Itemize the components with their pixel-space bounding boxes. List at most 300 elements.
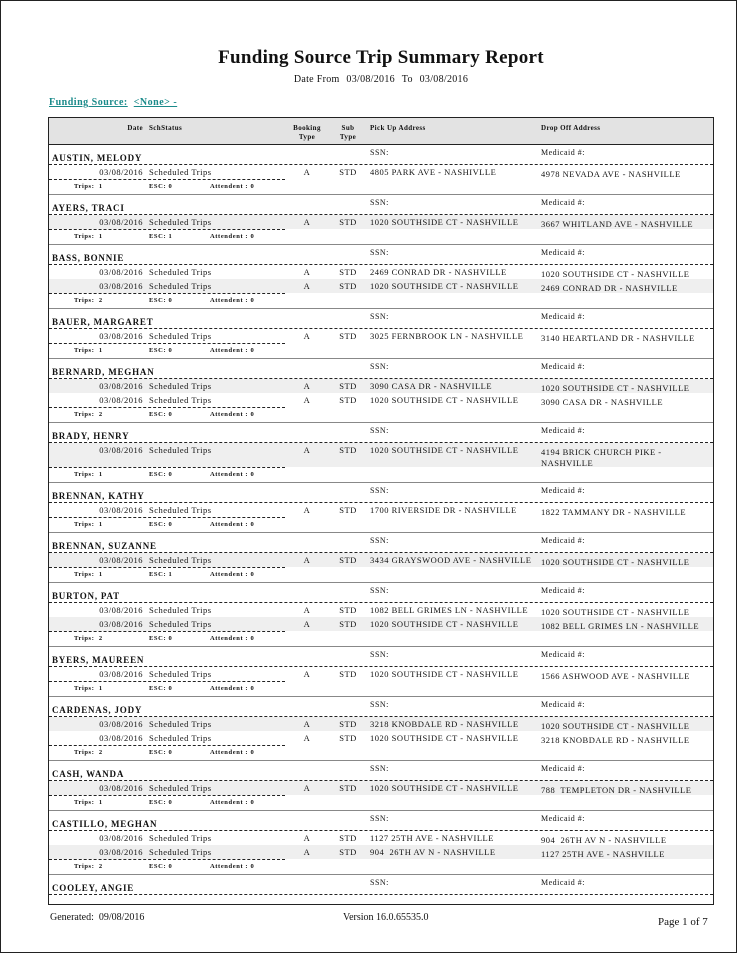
ssn-label: SSN: — [370, 248, 389, 257]
trip-row — [49, 503, 713, 517]
column-pickup-address: Pick Up Address — [370, 124, 426, 132]
trip-date: 03/08/2016 — [99, 833, 143, 843]
client-group — [49, 245, 713, 309]
client-name: CASH, WANDA — [52, 769, 125, 779]
ssn-label: SSN: — [370, 148, 389, 157]
trip-row — [49, 667, 713, 681]
trips-count: 1 — [98, 471, 103, 478]
trip-sub-type: STD — [339, 719, 357, 729]
trips-count: 1 — [98, 347, 103, 354]
trips-label: Trips: — [74, 863, 95, 870]
trip-booking-type: A — [303, 669, 311, 679]
group-summary — [49, 230, 713, 242]
trip-status: Scheduled Trips — [149, 381, 212, 391]
trips-label: Trips: — [74, 411, 95, 418]
trip-sub-type: STD — [339, 217, 357, 227]
group-summary — [49, 860, 713, 872]
trip-row — [49, 329, 713, 343]
funding-source-link[interactable] — [49, 97, 183, 108]
ssn-label: SSN: — [370, 878, 389, 887]
trip-date: 03/08/2016 — [99, 847, 143, 857]
medicaid-label: Medicaid #: — [541, 536, 585, 545]
client-name-row — [49, 487, 713, 503]
date-to: 03/08/2016 — [419, 74, 469, 85]
trip-dropoff-address: 1566 ASHWOOD AVE - NASHVILLE — [541, 671, 690, 681]
funding-source-value: <None> - — [133, 97, 178, 108]
trip-dropoff-address: 1082 BELL GRIMES LN - NASHVILLE — [541, 621, 700, 631]
trip-row — [49, 443, 713, 467]
client-name-row — [49, 199, 713, 215]
client-name: BAUER, MARGARET — [52, 317, 154, 327]
attendant-label: Attendent : — [210, 411, 249, 418]
esc-count: 0 — [168, 635, 173, 642]
attendant-summary — [210, 634, 254, 643]
trip-sub-type: STD — [339, 605, 357, 615]
attendant-summary — [210, 182, 254, 191]
trips-summary — [74, 232, 103, 241]
trip-pickup-address: 1020 SOUTHSIDE CT - NASHVILLE — [370, 733, 519, 743]
esc-summary — [149, 232, 172, 241]
esc-label: ESC: — [149, 411, 167, 418]
trip-dropoff-address: 4194 BRICK CHURCH PIKE - NASHVILLE — [541, 447, 665, 468]
attendant-count: 0 — [250, 411, 255, 418]
ssn-label: SSN: — [370, 362, 389, 371]
trip-sub-type: STD — [339, 381, 357, 391]
client-name-row — [49, 587, 713, 603]
trip-booking-type: A — [303, 395, 311, 405]
esc-label: ESC: — [149, 863, 167, 870]
esc-summary — [149, 748, 172, 757]
esc-label: ESC: — [149, 799, 167, 806]
column-sub-type: Sub Type — [339, 124, 357, 141]
client-name: CASTILLO, MEGHAN — [52, 819, 158, 829]
trip-sub-type: STD — [339, 445, 357, 455]
medicaid-label: Medicaid #: — [541, 764, 585, 773]
trips-summary — [74, 346, 103, 355]
group-summary — [49, 408, 713, 420]
column-dropoff-address: Drop Off Address — [541, 124, 601, 132]
trips-summary — [74, 296, 103, 305]
esc-count: 1 — [168, 233, 173, 240]
attendant-count: 0 — [250, 685, 255, 692]
esc-label: ESC: — [149, 571, 167, 578]
group-summary — [49, 632, 713, 644]
trips-label: Trips: — [74, 635, 95, 642]
medicaid-label: Medicaid #: — [541, 650, 585, 659]
trip-dropoff-address: 1020 SOUTHSIDE CT - NASHVILLE — [541, 383, 690, 393]
trip-sub-type: STD — [339, 505, 357, 515]
trip-date: 03/08/2016 — [99, 605, 143, 615]
trip-status: Scheduled Trips — [149, 719, 212, 729]
trips-summary — [74, 520, 103, 529]
trips-count: 1 — [98, 183, 103, 190]
trip-pickup-address: 1020 SOUTHSIDE CT - NASHVILLE — [370, 669, 519, 679]
page-number: Page 1 of 7 — [658, 916, 708, 928]
attendant-count: 0 — [250, 183, 255, 190]
trip-booking-type: A — [303, 833, 311, 843]
trips-summary — [74, 684, 103, 693]
trip-status: Scheduled Trips — [149, 445, 212, 455]
attendant-label: Attendent : — [210, 347, 249, 354]
client-name: AYERS, TRACI — [52, 203, 125, 213]
attendant-summary — [210, 862, 254, 871]
attendant-summary — [210, 798, 254, 807]
date-from: 03/08/2016 — [346, 74, 395, 85]
trip-row — [49, 603, 713, 617]
client-name: AUSTIN, MELODY — [52, 153, 143, 163]
date-range — [1, 74, 737, 85]
trip-date: 03/08/2016 — [99, 555, 143, 565]
client-name: BRADY, HENRY — [52, 431, 130, 441]
trip-row — [49, 845, 713, 859]
trip-status: Scheduled Trips — [149, 733, 212, 743]
client-name-row — [49, 427, 713, 443]
trip-dropoff-address: 1020 SOUTHSIDE CT - NASHVILLE — [541, 607, 690, 617]
group-summary — [49, 468, 713, 480]
trip-dropoff-address: 1127 25TH AVE - NASHVILLE — [541, 849, 665, 859]
esc-summary — [149, 410, 172, 419]
ssn-label: SSN: — [370, 650, 389, 659]
trip-pickup-address: 1020 SOUTHSIDE CT - NASHVILLE — [370, 619, 519, 629]
esc-summary — [149, 570, 172, 579]
trips-label: Trips: — [74, 297, 95, 304]
client-group — [49, 697, 713, 761]
attendant-summary — [210, 410, 254, 419]
trip-pickup-address: 1020 SOUTHSIDE CT - NASHVILLE — [370, 281, 519, 291]
attendant-count: 0 — [250, 521, 255, 528]
trips-label: Trips: — [74, 799, 95, 806]
trip-sub-type: STD — [339, 833, 357, 843]
trips-label: Trips: — [74, 183, 95, 190]
trips-count: 2 — [98, 863, 103, 870]
medicaid-label: Medicaid #: — [541, 362, 585, 371]
trip-status: Scheduled Trips — [149, 783, 212, 793]
group-summary — [49, 344, 713, 356]
client-group — [49, 359, 713, 423]
trips-label: Trips: — [74, 571, 95, 578]
esc-label: ESC: — [149, 521, 167, 528]
version: Version 16.0.65535.0 — [343, 912, 429, 923]
date-to-label: To — [401, 74, 413, 85]
generated-date: 09/08/2016 — [98, 912, 145, 923]
trips-count: 1 — [98, 571, 103, 578]
trip-dropoff-address: 4978 NEVADA AVE - NASHVILLE — [541, 169, 681, 179]
client-groups — [49, 145, 713, 897]
medicaid-label: Medicaid #: — [541, 248, 585, 257]
attendant-count: 0 — [250, 471, 255, 478]
attendant-label: Attendent : — [210, 863, 249, 870]
attendant-label: Attendent : — [210, 635, 249, 642]
trip-status: Scheduled Trips — [149, 669, 212, 679]
client-name-row — [49, 149, 713, 165]
report-title: Funding Source Trip Summary Report — [218, 47, 544, 68]
client-name-row — [49, 249, 713, 265]
client-group — [49, 195, 713, 245]
esc-label: ESC: — [149, 297, 167, 304]
trip-status: Scheduled Trips — [149, 331, 212, 341]
attendant-label: Attendent : — [210, 183, 249, 190]
esc-count: 0 — [168, 471, 173, 478]
esc-count: 0 — [168, 183, 173, 190]
trip-date: 03/08/2016 — [99, 505, 143, 515]
client-group — [49, 423, 713, 483]
esc-label: ESC: — [149, 471, 167, 478]
trips-count: 1 — [98, 233, 103, 240]
trips-count: 1 — [98, 799, 103, 806]
client-name: BRENNAN, KATHY — [52, 491, 145, 501]
client-name-row — [49, 363, 713, 379]
trip-sub-type: STD — [339, 619, 357, 629]
attendant-label: Attendent : — [210, 799, 249, 806]
trip-dropoff-address: 904 26TH AV N - NASHVILLE — [541, 835, 667, 845]
trip-row — [49, 279, 713, 293]
ssn-label: SSN: — [370, 764, 389, 773]
attendant-summary — [210, 684, 254, 693]
trip-dropoff-address: 1822 TAMMANY DR - NASHVILLE — [541, 507, 687, 517]
esc-count: 0 — [168, 863, 173, 870]
esc-summary — [149, 684, 172, 693]
trips-label: Trips: — [74, 233, 95, 240]
trips-count: 1 — [98, 685, 103, 692]
client-group — [49, 811, 713, 875]
trip-date: 03/08/2016 — [99, 217, 143, 227]
client-name-row — [49, 765, 713, 781]
trip-dropoff-address: 3090 CASA DR - NASHVILLE — [541, 397, 664, 407]
esc-summary — [149, 862, 172, 871]
trip-booking-type: A — [303, 281, 311, 291]
trip-booking-type: A — [303, 619, 311, 629]
trip-booking-type: A — [303, 217, 311, 227]
esc-summary — [149, 520, 172, 529]
trip-sub-type: STD — [339, 669, 357, 679]
column-schstatus: SchStatus — [149, 124, 183, 132]
trip-status: Scheduled Trips — [149, 605, 212, 615]
client-group — [49, 309, 713, 359]
trip-dropoff-address: 3218 KNOBDALE RD - NASHVILLE — [541, 735, 690, 745]
trips-summary — [74, 470, 103, 479]
medicaid-label: Medicaid #: — [541, 312, 585, 321]
trip-date: 03/08/2016 — [99, 395, 143, 405]
trip-booking-type: A — [303, 719, 311, 729]
client-name: BURTON, PAT — [52, 591, 120, 601]
esc-count: 0 — [168, 297, 173, 304]
trips-summary — [74, 570, 103, 579]
trip-sub-type: STD — [339, 783, 357, 793]
medicaid-label: Medicaid #: — [541, 486, 585, 495]
trip-booking-type: A — [303, 505, 311, 515]
client-group — [49, 647, 713, 697]
trip-status: Scheduled Trips — [149, 555, 212, 565]
attendant-count: 0 — [250, 863, 255, 870]
esc-summary — [149, 296, 172, 305]
trip-row — [49, 781, 713, 795]
attendant-count: 0 — [250, 799, 255, 806]
trip-sub-type: STD — [339, 281, 357, 291]
attendant-label: Attendent : — [210, 233, 249, 240]
ssn-label: SSN: — [370, 486, 389, 495]
trip-pickup-address: 2469 CONRAD DR - NASHVILLE — [370, 267, 507, 277]
generated-label: Generated: — [50, 912, 94, 923]
attendant-label: Attendent : — [210, 749, 249, 756]
trip-pickup-address: 1082 BELL GRIMES LN - NASHVILLE — [370, 605, 529, 615]
client-name-row — [49, 537, 713, 553]
client-group — [49, 583, 713, 647]
trip-dropoff-address: 1020 SOUTHSIDE CT - NASHVILLE — [541, 721, 690, 731]
trip-booking-type: A — [303, 267, 311, 277]
trips-label: Trips: — [74, 685, 95, 692]
trip-dropoff-address: 1020 SOUTHSIDE CT - NASHVILLE — [541, 557, 690, 567]
trip-pickup-address: 1127 25TH AVE - NASHVILLE — [370, 833, 494, 843]
esc-count: 0 — [168, 347, 173, 354]
group-summary — [49, 518, 713, 530]
esc-label: ESC: — [149, 685, 167, 692]
attendant-label: Attendent : — [210, 471, 249, 478]
trip-pickup-address: 1020 SOUTHSIDE CT - NASHVILLE — [370, 395, 519, 405]
trip-pickup-address: 1020 SOUTHSIDE CT - NASHVILLE — [370, 445, 519, 455]
trip-date: 03/08/2016 — [99, 267, 143, 277]
trip-pickup-address: 1700 RIVERSIDE DR - NASHVILLE — [370, 505, 517, 515]
trips-count: 2 — [98, 297, 103, 304]
trip-booking-type: A — [303, 783, 311, 793]
funding-source-label: Funding Source: — [49, 97, 128, 108]
trip-date: 03/08/2016 — [99, 783, 143, 793]
attendant-summary — [210, 570, 254, 579]
trip-row — [49, 215, 713, 229]
esc-label: ESC: — [149, 635, 167, 642]
esc-label: ESC: — [149, 183, 167, 190]
client-group — [49, 875, 713, 897]
trip-row — [49, 731, 713, 745]
esc-summary — [149, 634, 172, 643]
trip-booking-type: A — [303, 445, 311, 455]
trip-row — [49, 617, 713, 631]
trip-status: Scheduled Trips — [149, 619, 212, 629]
trip-date: 03/08/2016 — [99, 281, 143, 291]
attendant-label: Attendent : — [210, 571, 249, 578]
trip-pickup-address: 3218 KNOBDALE RD - NASHVILLE — [370, 719, 519, 729]
client-name: BRENNAN, SUZANNE — [52, 541, 157, 551]
ssn-label: SSN: — [370, 700, 389, 709]
trips-summary — [74, 634, 103, 643]
trip-date: 03/08/2016 — [99, 381, 143, 391]
trip-sub-type: STD — [339, 167, 357, 177]
client-name-row — [49, 651, 713, 667]
client-name-row — [49, 313, 713, 329]
trip-status: Scheduled Trips — [149, 167, 212, 177]
attendant-summary — [210, 296, 254, 305]
client-name: BYERS, MAUREEN — [52, 655, 145, 665]
trips-count: 2 — [98, 749, 103, 756]
attendant-count: 0 — [250, 571, 255, 578]
group-summary — [49, 180, 713, 192]
esc-count: 0 — [168, 749, 173, 756]
trip-sub-type: STD — [339, 331, 357, 341]
ssn-label: SSN: — [370, 586, 389, 595]
medicaid-label: Medicaid #: — [541, 814, 585, 823]
ssn-label: SSN: — [370, 426, 389, 435]
attendant-count: 0 — [250, 297, 255, 304]
client-name: BASS, BONNIE — [52, 253, 125, 263]
client-name-row — [49, 701, 713, 717]
group-summary — [49, 796, 713, 808]
ssn-label: SSN: — [370, 312, 389, 321]
esc-label: ESC: — [149, 749, 167, 756]
trip-pickup-address: 3090 CASA DR - NASHVILLE — [370, 381, 493, 391]
medicaid-label: Medicaid #: — [541, 426, 585, 435]
trips-count: 2 — [98, 411, 103, 418]
trip-pickup-address: 3434 GRAYSWOOD AVE - NASHVILLE — [370, 555, 532, 565]
attendant-count: 0 — [250, 635, 255, 642]
trip-pickup-address: 1020 SOUTHSIDE CT - NASHVILLE — [370, 217, 519, 227]
attendant-label: Attendent : — [210, 521, 249, 528]
trips-summary — [74, 748, 103, 757]
trips-summary — [74, 798, 103, 807]
trip-sub-type: STD — [339, 395, 357, 405]
trip-dropoff-address: 3667 WHITLAND AVE - NASHVILLE — [541, 219, 694, 229]
trip-sub-type: STD — [339, 555, 357, 565]
attendant-summary — [210, 232, 254, 241]
trip-status: Scheduled Trips — [149, 217, 212, 227]
attendant-count: 0 — [250, 347, 255, 354]
esc-summary — [149, 182, 172, 191]
group-summary — [49, 746, 713, 758]
trip-row — [49, 831, 713, 845]
trip-booking-type: A — [303, 733, 311, 743]
trip-pickup-address: 4805 PARK AVE - NASHIVLLE — [370, 167, 497, 177]
trip-booking-type: A — [303, 381, 311, 391]
esc-count: 0 — [168, 521, 173, 528]
group-summary — [49, 682, 713, 694]
trip-date: 03/08/2016 — [99, 619, 143, 629]
esc-count: 0 — [168, 799, 173, 806]
trip-date: 03/08/2016 — [99, 445, 143, 455]
trip-sub-type: STD — [339, 733, 357, 743]
attendant-label: Attendent : — [210, 297, 249, 304]
trip-booking-type: A — [303, 605, 311, 615]
esc-count: 0 — [168, 685, 173, 692]
client-group — [49, 483, 713, 533]
esc-count: 0 — [168, 411, 173, 418]
trip-status: Scheduled Trips — [149, 395, 212, 405]
trip-status: Scheduled Trips — [149, 505, 212, 515]
ssn-label: SSN: — [370, 198, 389, 207]
attendant-count: 0 — [250, 749, 255, 756]
trip-status: Scheduled Trips — [149, 833, 212, 843]
column-date: Date — [127, 124, 143, 132]
attendant-summary — [210, 346, 254, 355]
trip-row — [49, 379, 713, 393]
group-summary — [49, 294, 713, 306]
trip-dropoff-address: 788 TEMPLETON DR - NASHVILLE — [541, 785, 692, 795]
trip-date: 03/08/2016 — [99, 719, 143, 729]
column-booking-type: Booking Type — [293, 124, 321, 141]
trip-pickup-address: 904 26TH AV N - NASHVILLE — [370, 847, 496, 857]
trips-count: 1 — [98, 521, 103, 528]
client-group — [49, 533, 713, 583]
attendant-summary — [210, 748, 254, 757]
trip-sub-type: STD — [339, 847, 357, 857]
trip-pickup-address: 1020 SOUTHSIDE CT - NASHVILLE — [370, 783, 519, 793]
trip-dropoff-address: 2469 CONRAD DR - NASHVILLE — [541, 283, 678, 293]
trip-status: Scheduled Trips — [149, 281, 212, 291]
medicaid-label: Medicaid #: — [541, 198, 585, 207]
trip-row — [49, 265, 713, 279]
esc-summary — [149, 346, 172, 355]
trips-label: Trips: — [74, 471, 95, 478]
trip-status: Scheduled Trips — [149, 847, 212, 857]
trip-date: 03/08/2016 — [99, 669, 143, 679]
medicaid-label: Medicaid #: — [541, 148, 585, 157]
